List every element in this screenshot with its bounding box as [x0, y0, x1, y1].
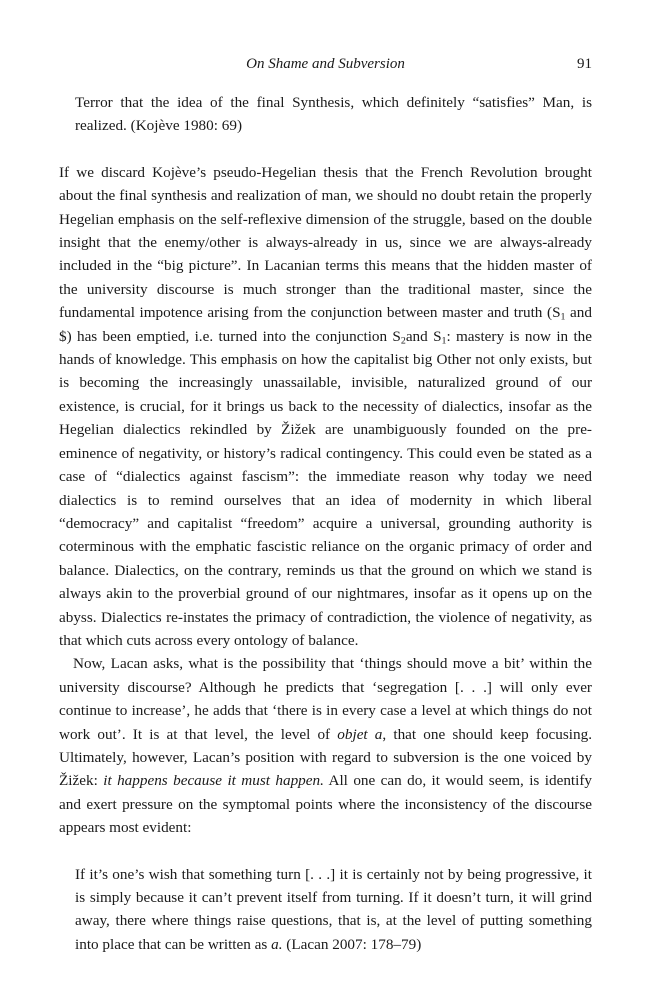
- block-quote-lacan: [75, 863, 592, 957]
- body-paragraph-1: [59, 161, 592, 653]
- italic-a: a.: [271, 935, 283, 953]
- paragraph-1-text-a: If we discard Kojève’s pseudo-Hegelian thesis that the French Revolution brought about the final synthesis and realization of man, we should no doubt retain the properly Hegelian emphasis on the self-reflexive dimension of the struggle, based on the double insight that the enemy/other is always-already in us, since we are always-already included in the “big picture”. In Lacanian terms this means that the hidden master of the university discourse is much stronger than the traditional master, since the fundamental impotence arising from the conjunction between master and truth (S: [59, 163, 592, 322]
- page-number: 91: [577, 56, 592, 72]
- paragraph-2-text-b: , that one should keep focusing. Ultimately, however, Lacan’s position with regard to subversion is the one voiced by Žižek:: [59, 725, 592, 790]
- quote-lacan-text-a: If it’s one’s wish that something turn [. . .] it is certainly not by being progressive, it is simply because it can’t prevent itself from turning. If it doesn’t turn, it will grind away, there where things raise questions, that is, at the level of putting something into place that can be written as: [75, 865, 592, 953]
- paragraph-2-text-c: All one can do, it would seem, is identify and exert pressure on the symptomal points where the inconsistency of the discourse appears most evident:: [59, 772, 592, 837]
- subscript-1: 1: [560, 311, 566, 323]
- paragraph-1-text-b: and $) has been emptied, i.e. turned into the conjunction S: [59, 304, 592, 345]
- italic-it-happens: it happens because it must happen.: [103, 772, 324, 790]
- subscript-3: 1: [441, 335, 447, 347]
- italic-objet-a: objet a: [337, 725, 383, 743]
- block-quote-kojeve: Terror that the idea of the final Synthesis, which definitely “satisfies” Man, is realized. (Kojève 1980: 69): [75, 94, 592, 135]
- quote-lacan-text-b: (Lacan 2007: 178–79): [282, 935, 422, 953]
- paragraph-1-text-d: : mastery is now in the hands of knowledge. This emphasis on how the capitalist big Other not only exists, but is becoming the increasingly unassailable, invisible, naturalized ground of our existence, is crucial, for it brings us back to the necessity of dialectics, insofar as the Hegelian dialectics rekindled by Žižek are unambiguously founded on the pre-eminence of negativity, or history’s radical contingency. This could even be stated as a case of “dialectics against fascism”: the immediate reason why today we need dialectics is to remind ourselves that an idea of modernity in which liberal “democracy” and capitalist “freedom” acquire a universal, grounding authority is coterminous with the emphatic fascistic reliance on the organic primacy of order and balance. Dialectics, on the contrary, reminds us that the ground on which we stand is always akin to the proverbial ground of our nightmares, insofar as it opens up on the abyss. Dialectics re-instates the primacy of contradiction, the violence of negativity, as that which cuts across every ontology of balance.: [59, 327, 593, 649]
- running-title: On Shame and Subversion: [246, 56, 405, 72]
- book-page: [59, 52, 592, 956]
- paragraph-1-text-c: and S: [405, 327, 442, 345]
- running-head: [59, 52, 592, 76]
- body-paragraph-2: [59, 652, 592, 839]
- subscript-2: 2: [400, 335, 406, 347]
- paragraph-2-text-a: Now, Lacan asks, what is the possibility that ‘things should move a bit’ within the university discourse? Although he predicts that ‘segregation [. . .] will only ever continue to increase’, he adds that ‘there is in every case a level at which things do not work out’. It is at that level, the level of: [59, 655, 592, 743]
